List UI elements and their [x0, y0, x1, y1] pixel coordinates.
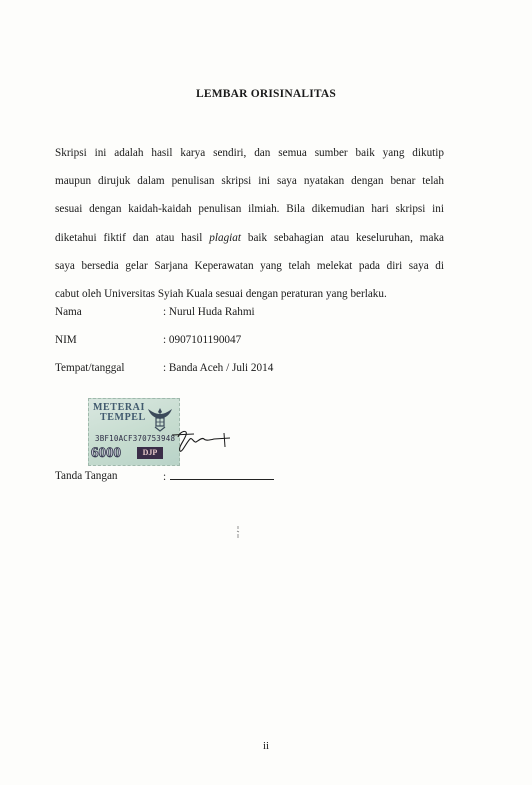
- signature-line: [170, 470, 274, 480]
- statement-paragraph: [55, 139, 444, 308]
- field-label: Tanda Tangan: [55, 470, 118, 482]
- paragraph-line: cabut oleh Universitas Syiah Kuala sesuai dengan peraturan yang berlaku.: [55, 288, 387, 301]
- field-label: Tempat/tanggal: [55, 362, 125, 374]
- scan-artifact-mark: [235, 525, 241, 539]
- paragraph-line: [55, 224, 444, 252]
- document-title: LEMBAR ORISINALITAS: [195, 88, 337, 100]
- stamp-text: TEMPEL: [100, 412, 146, 423]
- paragraph-text: diketahui fiktif dan atau hasil: [55, 231, 210, 244]
- paragraph-text: baik sebahagian atau keseluruhan, maka: [240, 231, 445, 244]
- field-label: NIM: [55, 334, 77, 346]
- stamp-serial: 3BF10ACF370753948: [95, 434, 176, 443]
- italic-term: plagiat: [209, 231, 241, 244]
- field-value: : Nurul Huda Rahmi: [163, 306, 255, 318]
- page-number: ii: [262, 740, 270, 752]
- stamp-amount: 6000: [91, 445, 121, 461]
- field-value: : Banda Aceh / Juli 2014: [163, 362, 274, 374]
- stamp-badge: DJP: [137, 447, 163, 459]
- stamp-text: METERAI: [93, 402, 145, 413]
- paragraph-line: sesuai dengan kaidah-kaidah penulisan ilmiah. Bila dikemudian hari skripsi ini: [55, 203, 444, 216]
- field-value: : 0907101190047: [163, 334, 242, 346]
- paragraph-line: maupun dirujuk dalam penulisan skripsi ini saya nyatakan dengan benar telah: [55, 175, 444, 188]
- paragraph-line: Skripsi ini adalah hasil karya sendiri, dan semua sumber baik yang dikutip: [55, 147, 444, 159]
- field-value: [163, 470, 274, 483]
- handwritten-signature: [150, 425, 230, 455]
- field-label: Nama: [55, 306, 82, 318]
- paragraph-line: saya bersedia gelar Sarjana Keperawatan yang telah melekat pada diri saya di: [55, 259, 444, 272]
- field-colon: :: [163, 471, 167, 483]
